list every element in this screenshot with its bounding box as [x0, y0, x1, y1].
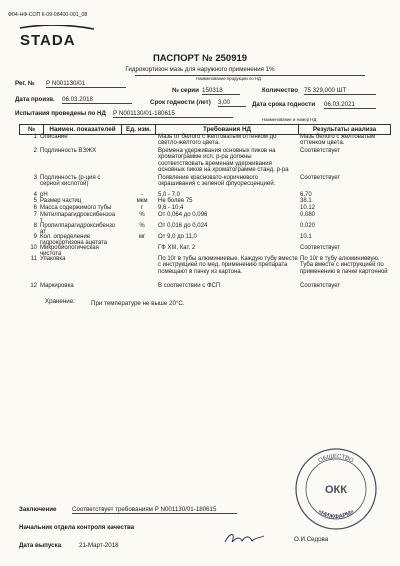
row-result-line: Соответствует	[300, 245, 341, 251]
svg-text:«НИЖФАРМ»	[317, 509, 356, 521]
row-result	[300, 205, 315, 211]
row-number: 1	[33, 134, 37, 140]
row-result	[300, 256, 388, 275]
col-result: Результаты анализа	[299, 125, 391, 135]
product-name-caption: Наименование продукции по НД	[196, 76, 261, 81]
stada-logo	[12, 25, 102, 56]
row-requirement-line: светло-желтого цвета.	[158, 140, 220, 147]
expiry-label: Дата срока годности	[252, 101, 316, 108]
row-requirement	[158, 212, 207, 218]
storage-label: Хранение:	[45, 298, 75, 305]
row-number: 3	[33, 175, 37, 181]
issue-date-value: 21-Март-2018	[79, 542, 119, 549]
series-value: 150318	[202, 87, 240, 95]
row-indicator	[40, 175, 100, 188]
row-number: 8	[33, 223, 37, 229]
row-requirement-line: хроматограмме исп. р-ра должны	[158, 154, 252, 161]
expiry-value: 06.03.2021	[324, 101, 376, 109]
row-indicator-line: Упаковка	[40, 256, 66, 262]
row-indicator	[40, 256, 65, 262]
row-requirement	[158, 134, 276, 147]
row-requirement-line: От 0,064 до 0,096	[158, 212, 208, 218]
tests-value: Р N001130/01-180615	[113, 110, 233, 118]
stamp-center-text: ОКК	[325, 484, 347, 496]
row-indicator-line: чистота	[40, 251, 62, 258]
row-indicator-line: Пропилпарагидроксибензо	[40, 223, 116, 229]
row-indicator	[40, 205, 111, 211]
row-result	[300, 212, 315, 218]
row-requirement	[158, 205, 183, 211]
row-requirement-line: основных пиков на хроматограмме станд. р-ра	[158, 167, 289, 174]
row-result	[300, 198, 312, 204]
row-requirement	[158, 234, 197, 240]
row-result-line: применению в пачке картонной	[300, 268, 388, 275]
row-number: 7	[33, 212, 37, 218]
shelf-life-value: 3,00	[218, 99, 246, 107]
row-result	[300, 175, 340, 181]
row-number: 11	[30, 256, 37, 262]
conclusion-label: Заключение	[19, 506, 57, 513]
row-unit: г	[140, 205, 144, 211]
date-produced-label: Дата произв.	[15, 96, 55, 103]
row-requirement	[158, 245, 195, 251]
row-number: 5	[33, 198, 37, 204]
row-result-line: 0.020	[300, 223, 316, 229]
row-number: 10	[30, 245, 37, 251]
row-requirement	[158, 283, 220, 289]
row-requirement-line: 9,6 - 10,4	[158, 205, 184, 211]
row-unit: мкм	[136, 198, 148, 204]
row-requirement-line: Появление красновато-коричневого	[158, 175, 259, 181]
row-result-line: 38.1	[300, 198, 312, 204]
row-requirement-line: В соответствии с ФСП	[158, 283, 221, 289]
reg-value: Р N001130/01	[46, 80, 126, 88]
row-result-line: Туба вместе с инструкцией по	[300, 262, 384, 269]
row-result-line: Соответствует	[300, 283, 341, 289]
qc-head-label: Начальник отдела контроля качества	[19, 524, 135, 531]
row-indicator-line: Описание	[40, 134, 68, 140]
row-requirement	[158, 198, 193, 204]
document-code: Ф04-НФ-СОП II-09-08400-001_08	[8, 12, 88, 18]
quantity-label: Количество	[262, 87, 299, 94]
col-requirement: Требования НД	[156, 125, 299, 135]
row-requirement-line: По 10г в тубы алюминиевые. Каждую тубу вместе	[158, 256, 298, 262]
row-result	[300, 283, 340, 289]
row-requirement-line: Не более 75	[158, 198, 193, 204]
row-requirement-line: окрашивания с зеленой флуоресценцией.	[158, 181, 276, 188]
row-number: 9	[33, 234, 37, 240]
row-indicator-line: Метилпарагидроксибензоа	[40, 212, 116, 218]
tests-label: Испытания проведены по НД	[15, 110, 106, 117]
row-requirement-line: От 9,0 до 11,0	[158, 234, 197, 240]
row-result-line: Соответствует	[300, 175, 341, 181]
row-requirement-line: Времена удерживания основных пиков на	[158, 148, 276, 154]
row-indicator-line: т	[40, 218, 43, 225]
row-indicator-line: Подлинность ВЭЖХ	[40, 148, 97, 154]
document-title: ПАСПОРТ № 250919	[152, 53, 248, 64]
row-result-line: 0.080	[300, 212, 316, 218]
row-requirement	[158, 223, 207, 229]
stamp-top-text: ОБЩЕСТВО	[317, 453, 355, 465]
row-indicator	[40, 134, 68, 140]
row-requirement-line: 5,0 - 7,0	[158, 192, 181, 198]
row-indicator-line: Микробиологическая	[40, 245, 99, 251]
row-result-line: 10.12	[300, 205, 316, 211]
row-result	[300, 234, 312, 240]
row-number: 4	[33, 192, 37, 198]
row-indicator-line: Подлинность (р-ция с	[40, 175, 101, 181]
row-number: 12	[30, 283, 37, 289]
row-requirement-line: ГФ XIII, Кат. 2	[158, 245, 196, 251]
row-requirement-line: соответствовать временам удерживания	[158, 160, 272, 167]
row-unit: мг	[138, 234, 146, 240]
row-indicator-line: Масса содержимого тубы	[40, 205, 112, 211]
row-indicator-line: Кол. определение	[40, 234, 91, 240]
series-label: № серии	[172, 87, 199, 94]
svg-text:ОБЩЕСТВО	[318, 454, 355, 465]
row-number: 2	[33, 148, 37, 154]
row-indicator-line: серной кислотой)	[40, 181, 89, 188]
col-unit: Ед. изм.	[122, 125, 156, 135]
stamp-bottom-text: «НИЖФАРМ»	[316, 508, 356, 521]
row-requirement-line: с инструкцией по мед. применению препарата	[158, 262, 288, 269]
brand-name: STADA	[20, 32, 76, 49]
issue-date-label: Дата выпуска	[19, 542, 62, 549]
row-requirement	[158, 175, 275, 188]
row-unit: %	[139, 212, 145, 218]
signer-name: О.И.Седова	[294, 536, 329, 543]
row-requirement-line: От 0,016 до 0,024	[158, 223, 208, 229]
row-unit: %	[139, 223, 145, 229]
row-result-line: Мазь белого с желтоватым	[300, 134, 376, 140]
company-stamp	[293, 446, 379, 532]
conclusion-text: Соответствует требованиям Р N001130/01-180615	[72, 506, 237, 514]
row-result	[300, 245, 340, 251]
row-number: 6	[33, 205, 37, 211]
product-name: Гидрокортизон мазь для наружного применения 1%	[125, 66, 275, 73]
row-unit: -	[141, 192, 143, 198]
row-result-line: Соответствует	[300, 148, 341, 154]
row-result-line: оттенком цвета.	[300, 140, 345, 147]
row-indicator-line: Маркировка	[40, 283, 74, 289]
row-indicator-line: ат	[40, 229, 46, 236]
row-indicator-line: гидрокортизона ацетата	[40, 240, 108, 247]
row-result	[300, 134, 375, 147]
storage-text: При температуре не выше 20°С.	[91, 300, 185, 307]
nd-caption: Наименование и номер НД	[262, 117, 317, 122]
row-result-line: 6.70	[300, 192, 312, 198]
shelf-life-label: Срок годности (лет)	[150, 99, 211, 106]
quantity-value: 75 329,000 ШТ	[304, 87, 376, 95]
col-indicator: Наимен. показателей	[44, 125, 122, 135]
row-result	[300, 223, 315, 229]
row-result-line: 10.1	[300, 234, 312, 240]
row-requirement	[158, 256, 298, 275]
row-requirement-line: помещают в пачку из картона.	[158, 268, 243, 275]
row-requirement-line: Мазь от белого с желтоватым оттенком до	[158, 134, 277, 140]
row-indicator-line: pH	[40, 192, 48, 198]
signature	[222, 530, 268, 553]
row-indicator	[40, 283, 74, 289]
row-requirement	[158, 148, 289, 174]
row-indicator	[40, 148, 96, 154]
row-result	[300, 148, 340, 154]
col-number: №	[20, 125, 44, 135]
row-result-line: По 10г в тубу алюминиевую.	[300, 256, 380, 262]
date-produced-value: 06.03.2018	[62, 96, 132, 104]
row-indicator	[40, 198, 81, 204]
row-indicator-line: Размер частиц	[40, 198, 82, 204]
reg-label: Рег. №	[15, 80, 35, 87]
